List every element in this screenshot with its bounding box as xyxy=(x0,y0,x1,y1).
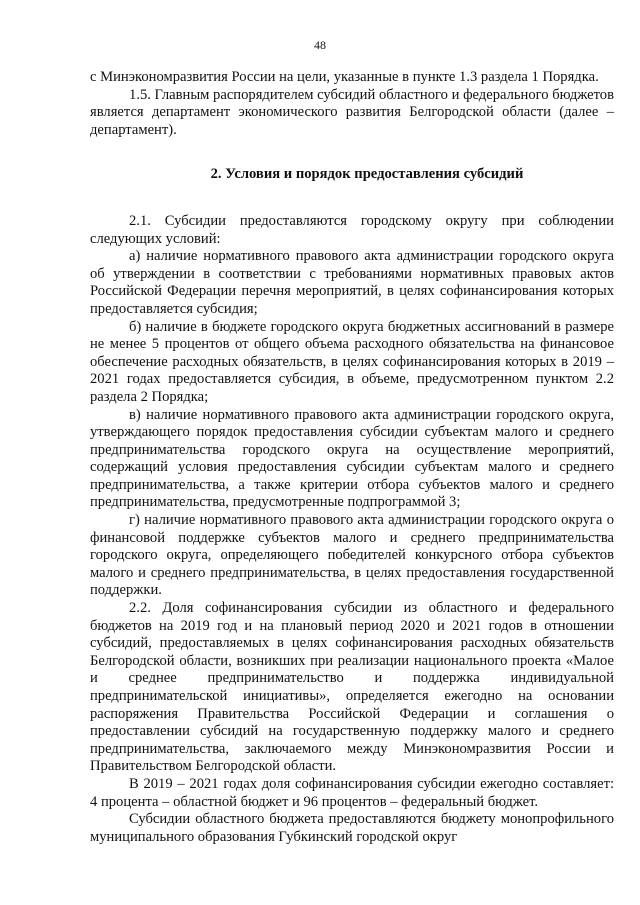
paragraph-condition-a: а) наличие нормативного правового акта администрации городского округа об утверждении в соответствии с требованиями нормативных правовых актов Российской Федерации перечня мероприятий, в целях софинансирования которых предоставляется субсидия; xyxy=(90,248,614,317)
document-body xyxy=(90,69,614,846)
paragraph-condition-b: б) наличие в бюджете городского округа бюджетных ассигнований в размере не менее 5 процентов от общего объема расходного обязательства на финансовое обеспечение расходных обязательств, в целях софинансирования которых в 2019 – 2021 годах предоставляется субсидия, в объеме, предусмотренном пунктом 2.2 раздела 2 Порядка; xyxy=(90,318,614,405)
paragraph-2-1: 2.1. Субсидии предоставляются городскому округу при соблюдении следующих условий: xyxy=(90,212,614,247)
paragraph-continuation: с Минэкономразвития России на цели, указанные в пункте 1.3 раздела 1 Порядка. xyxy=(90,69,599,85)
paragraph-condition-d: г) наличие нормативного правового акта администрации городского округа о финансовой поддержке субъектов малого и среднего предпринимательства городского округа, определяющего победителей конкурсного отбора субъектов малого и среднего предпринимательства, в целях предоставления государственной поддержки. xyxy=(90,512,614,599)
paragraph-share: В 2019 – 2021 годах доля софинансирования субсидии ежегодно составляет: 4 процента – областной бюджет и 96 процентов – федеральный бюджет. xyxy=(90,775,614,810)
paragraph-1-5: 1.5. Главным распорядителем субсидий областного и федерального бюджетов является департамент экономического развития Белгородской области (далее – департамент). xyxy=(90,86,614,138)
section-heading: 2. Условия и порядок предоставления субсидий xyxy=(210,166,524,183)
paragraph-2-2: 2.2. Доля софинансирования субсидии из областного и федерального бюджетов на 2019 год и на плановый период 2020 и 2021 годов в отношении субсидий, предоставляемых в целях софинансирования расходных обязательств Белгородской области, возникших при реализации национального проекта «Малое и среднее предпринимательство и поддержка индивидуальной предпринимательской инициативы», определяется ежегодно на основании распоряжения Правительства Российской Федерации и соглашения о предоставлении субсидий на государственную поддержку малого и среднего предпринимательства, заключаемого между Минэкономразвития России и Правительством Белгородской области. xyxy=(90,600,614,775)
paragraph-condition-c: в) наличие нормативного правового акта администрации городского округа, утверждающего порядок предоставления субсидии субъектам малого и среднего предпринимательства городского округа на осуществление мероприятий, содержащий условия предоставления субсидии субъектам малого и среднего предпринимательства, а также критерии отбора субъектов малого и среднего предпринимательства, предусмотренные подпрограммой 3; xyxy=(90,406,614,511)
paragraph-subsidies-gubkin: Субсидии областного бюджета предоставляются бюджету монопрофильного муниципального образования Губкинский городской округ xyxy=(90,811,614,845)
page-number: 48 xyxy=(314,38,326,52)
